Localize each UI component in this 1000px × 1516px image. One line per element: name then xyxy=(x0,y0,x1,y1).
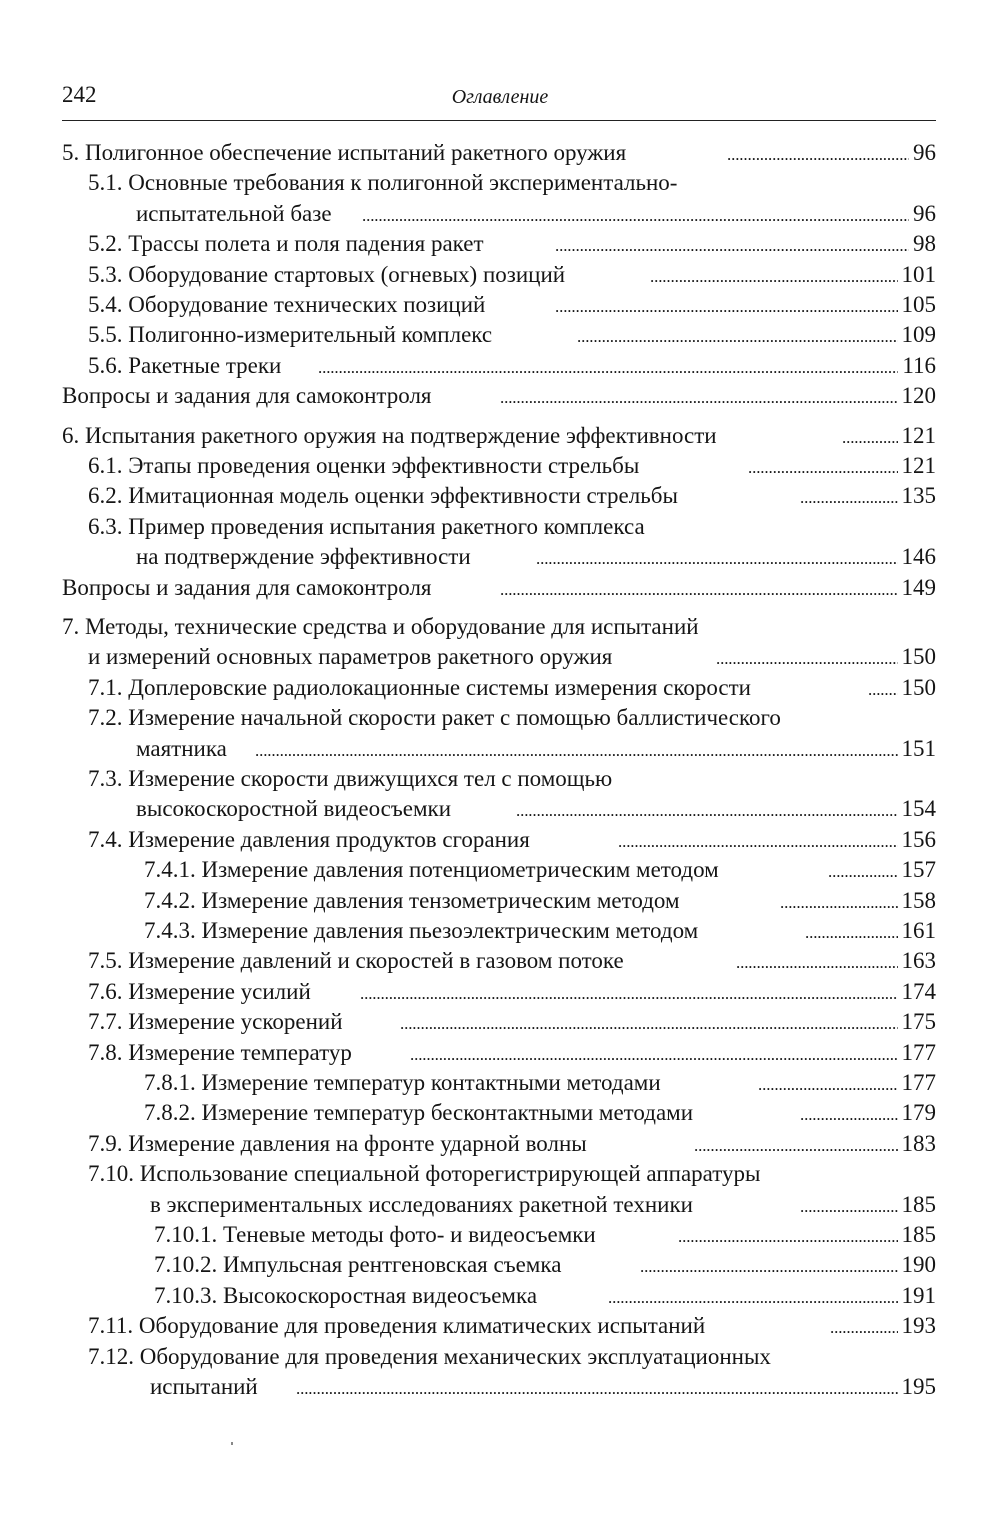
toc-entry-page: 157 xyxy=(901,857,936,883)
toc-entry xyxy=(0,381,1000,411)
toc-leader-dots xyxy=(727,138,909,168)
toc-entry-page: 163 xyxy=(901,948,936,974)
toc-entry xyxy=(0,764,1000,794)
toc-entry-title: высокоскоростной видеосъемки xyxy=(136,796,452,822)
toc-entry-title: 7.10. Использование специальной фоторегистрирующей аппаратуры xyxy=(88,1161,761,1187)
toc-entry-title: 7.10.3. Высокоскоростная видеосъемка xyxy=(154,1282,538,1308)
toc-entry-title: 7.5. Измерение давлений и скоростей в газовом потоке xyxy=(88,948,624,974)
toc-leader-dots xyxy=(360,977,898,1007)
toc-entry xyxy=(0,855,1000,885)
toc-entry-title: 7.1. Доплеровские радиолокационные системы измерения скорости xyxy=(88,674,751,700)
toc-leader-dots xyxy=(400,1007,898,1037)
toc-entry-page: 116 xyxy=(902,352,936,378)
toc-leader-dots xyxy=(362,199,909,229)
toc-entry-title: 7.8.1. Измерение температур контактными методами xyxy=(144,1070,661,1095)
toc-entry-title: 7.11. Оборудование для проведения климатических испытаний xyxy=(88,1313,706,1339)
toc-leader-dots xyxy=(780,886,898,916)
toc-entry-title: 7.7. Измерение ускорений xyxy=(88,1009,343,1035)
toc-leader-dots xyxy=(736,946,898,976)
toc-entry-page: 177 xyxy=(901,1039,936,1065)
toc-leader-dots xyxy=(536,542,898,572)
toc-entry xyxy=(0,825,1000,855)
toc-leader-dots xyxy=(716,642,898,672)
toc-entry xyxy=(0,421,1000,451)
toc-entry-title: 6.3. Пример проведения испытания ракетного комплекса xyxy=(88,513,645,539)
toc-entry-title: 6.2. Имитационная модель оценки эффективности стрельбы xyxy=(88,483,678,509)
toc-entry-page: 190 xyxy=(901,1252,936,1278)
toc-leader-dots xyxy=(500,573,898,603)
toc-entry-title: 7. Методы, технические средства и оборудование для испытаний xyxy=(62,614,699,639)
toc-entry-title: 7.4.1. Измерение давления потенциометрическим методом xyxy=(144,857,719,883)
toc-entry-title: 5. Полигонное обеспечение испытаний ракетного оружия xyxy=(62,140,627,165)
toc-leader-dots xyxy=(842,421,898,451)
toc-entry-page: 135 xyxy=(901,483,936,509)
running-title: Оглавление xyxy=(451,86,549,108)
toc-leader-dots xyxy=(758,1068,898,1098)
toc-entry-page: 161 xyxy=(901,918,936,943)
toc-leader-dots xyxy=(650,260,898,290)
toc-entry-title: 5.5. Полигонно-измерительный комплекс xyxy=(88,322,493,348)
toc-entry-title: 5.3. Оборудование стартовых (огневых) позиций xyxy=(88,261,566,287)
toc-entry-page: 146 xyxy=(901,544,936,570)
toc-leader-dots xyxy=(555,229,909,259)
toc-leader-dots xyxy=(640,1250,898,1280)
toc-entry-page: 183 xyxy=(901,1130,936,1156)
toc-entry xyxy=(0,1190,1000,1220)
toc-entry xyxy=(0,1159,1000,1189)
toc-entry xyxy=(0,612,1000,642)
toc-entry-page: 158 xyxy=(901,887,936,913)
toc-entry xyxy=(0,1281,1000,1311)
toc-entry-page: 185 xyxy=(901,1191,936,1217)
toc-entry-title: 7.4. Измерение давления продуктов сгорания xyxy=(88,826,530,852)
toc-entry xyxy=(0,734,1000,764)
toc-entry-page: 150 xyxy=(901,644,936,670)
toc-leader-dots xyxy=(800,481,898,511)
toc-entry xyxy=(0,1007,1000,1037)
toc-entry xyxy=(0,946,1000,976)
toc-entry-page: 193 xyxy=(901,1313,936,1339)
toc-entry-page: 96 xyxy=(913,200,936,226)
toc-entry-page: 174 xyxy=(901,978,936,1004)
toc-entry-page: 154 xyxy=(901,796,936,822)
toc-entry xyxy=(0,199,1000,229)
toc-leader-dots xyxy=(748,451,898,481)
toc-entry-title: 6. Испытания ракетного оружия на подтверждение эффективности xyxy=(62,422,717,448)
toc-entry-page: 101 xyxy=(901,261,936,287)
toc-leader-dots xyxy=(516,794,898,824)
toc-entry xyxy=(0,320,1000,350)
toc-leader-dots xyxy=(608,1281,898,1311)
toc-entry xyxy=(0,481,1000,511)
toc-entry-title: 7.2. Измерение начальной скорости ракет с помощью баллистического xyxy=(88,705,781,731)
toc-entry-title: на подтверждение эффективности xyxy=(136,544,471,570)
toc-entry-title: 7.12. Оборудование для проведения механических эксплуатационных xyxy=(88,1343,771,1369)
toc-entry xyxy=(0,642,1000,672)
toc-entry-title: испытательной базе xyxy=(136,200,332,226)
toc-entry-title: 6.1. Этапы проведения оценки эффективности стрельбы xyxy=(88,453,640,478)
toc-leader-dots xyxy=(800,1190,898,1220)
toc-entry xyxy=(0,451,1000,481)
toc-entry-title: и измерений основных параметров ракетного оружия xyxy=(88,644,613,670)
toc-entry xyxy=(0,168,1000,198)
toc-entry-page: 96 xyxy=(913,140,936,165)
toc-entry-title: 7.4.3. Измерение давления пьезоэлектрическим методом xyxy=(144,918,699,943)
toc-leader-dots xyxy=(830,1311,898,1341)
toc-entry-title: 5.1. Основные требования к полигонной экспериментально- xyxy=(88,170,678,196)
toc-entry-title: 7.10.2. Импульсная рентгеновская съемка xyxy=(154,1252,562,1278)
toc-entry-page: 195 xyxy=(901,1374,936,1399)
toc-entry xyxy=(0,977,1000,1007)
toc-leader-dots xyxy=(410,1038,898,1068)
toc-entry xyxy=(0,573,1000,603)
toc-entry-title: 5.4. Оборудование технических позиций xyxy=(88,292,486,317)
toc-entry xyxy=(0,1372,1000,1402)
toc-entry xyxy=(0,703,1000,733)
toc-entry xyxy=(0,290,1000,320)
toc-entry-title: 7.8. Измерение температур xyxy=(88,1039,352,1065)
toc-leader-dots xyxy=(255,734,898,764)
toc-entry-title: испытаний xyxy=(150,1374,258,1399)
toc-entry-page: 105 xyxy=(901,292,936,317)
toc-entry xyxy=(0,229,1000,259)
toc-leader-dots xyxy=(555,290,898,320)
toc-entry xyxy=(0,138,1000,168)
header-rule xyxy=(62,120,936,121)
toc-entry xyxy=(0,542,1000,572)
toc-leader-dots xyxy=(805,916,898,946)
toc-leader-dots xyxy=(577,320,898,350)
toc-leader-dots xyxy=(678,1220,898,1250)
toc-entry-title: 7.9. Измерение давления на фронте ударной волны xyxy=(88,1130,587,1156)
toc-entry-page: 120 xyxy=(901,383,936,409)
toc-entry-page: 149 xyxy=(901,574,936,600)
toc-entry xyxy=(0,1250,1000,1280)
toc-leader-dots xyxy=(500,381,898,411)
toc-leader-dots xyxy=(296,1372,898,1402)
toc-entry-page: 121 xyxy=(901,453,936,478)
toc-entry xyxy=(0,886,1000,916)
toc-entry-page: 151 xyxy=(901,735,936,761)
toc-entry xyxy=(0,1068,1000,1098)
page-number: 242 xyxy=(62,82,97,107)
toc-entry-title: Вопросы и задания для самоконтроля xyxy=(62,574,432,600)
toc-entry-title: 5.2. Трассы полета и поля падения ракет xyxy=(88,231,484,257)
toc-entry xyxy=(0,673,1000,703)
toc-entry xyxy=(0,1098,1000,1128)
toc-entry-title: 7.3. Измерение скорости движущихся тел с помощью xyxy=(88,766,613,791)
toc-entry xyxy=(0,1038,1000,1068)
toc-entry-title: 7.8.2. Измерение температур бесконтактными методами xyxy=(144,1100,694,1126)
toc-entry xyxy=(0,1220,1000,1250)
toc-leader-dots xyxy=(828,855,898,885)
toc-entry-page: 185 xyxy=(901,1222,936,1247)
toc-leader-dots xyxy=(868,673,898,703)
toc-entry xyxy=(0,1342,1000,1372)
toc-entry-page: 156 xyxy=(901,826,936,852)
toc-entry-title: Вопросы и задания для самоконтроля xyxy=(62,383,432,409)
toc-entry-page: 177 xyxy=(901,1070,936,1095)
toc-entry xyxy=(0,794,1000,824)
toc-leader-dots xyxy=(694,1129,898,1159)
toc-entry xyxy=(0,260,1000,290)
toc-entry-title: 7.6. Измерение усилий xyxy=(88,978,311,1004)
toc-entry-page: 98 xyxy=(913,231,936,257)
toc-entry-page: 121 xyxy=(901,422,936,448)
toc-entry-title: маятника xyxy=(136,735,227,761)
toc-entry-page: 191 xyxy=(901,1282,936,1308)
toc-entry-title: 7.10.1. Теневые методы фото- и видеосъемки xyxy=(154,1222,596,1247)
toc-entry-page: 179 xyxy=(901,1100,936,1126)
toc-entry xyxy=(0,512,1000,542)
toc-entry-title: в экспериментальных исследованиях ракетной техники xyxy=(150,1191,693,1217)
toc-leader-dots xyxy=(318,351,898,381)
toc-entry-page: 109 xyxy=(901,322,936,348)
toc-entry-title: 5.6. Ракетные треки xyxy=(88,352,282,378)
toc-entry xyxy=(0,1311,1000,1341)
toc-leader-dots xyxy=(800,1098,898,1128)
toc-entry xyxy=(0,1129,1000,1159)
toc-leader-dots xyxy=(618,825,898,855)
toc-entry-page: 150 xyxy=(901,674,936,700)
toc-entry-page: 175 xyxy=(901,1009,936,1035)
toc-entry xyxy=(0,916,1000,946)
toc-entry-title: 7.4.2. Измерение давления тензометрическим методом xyxy=(144,887,680,913)
toc-entry xyxy=(0,351,1000,381)
stray-mark xyxy=(231,1442,233,1445)
